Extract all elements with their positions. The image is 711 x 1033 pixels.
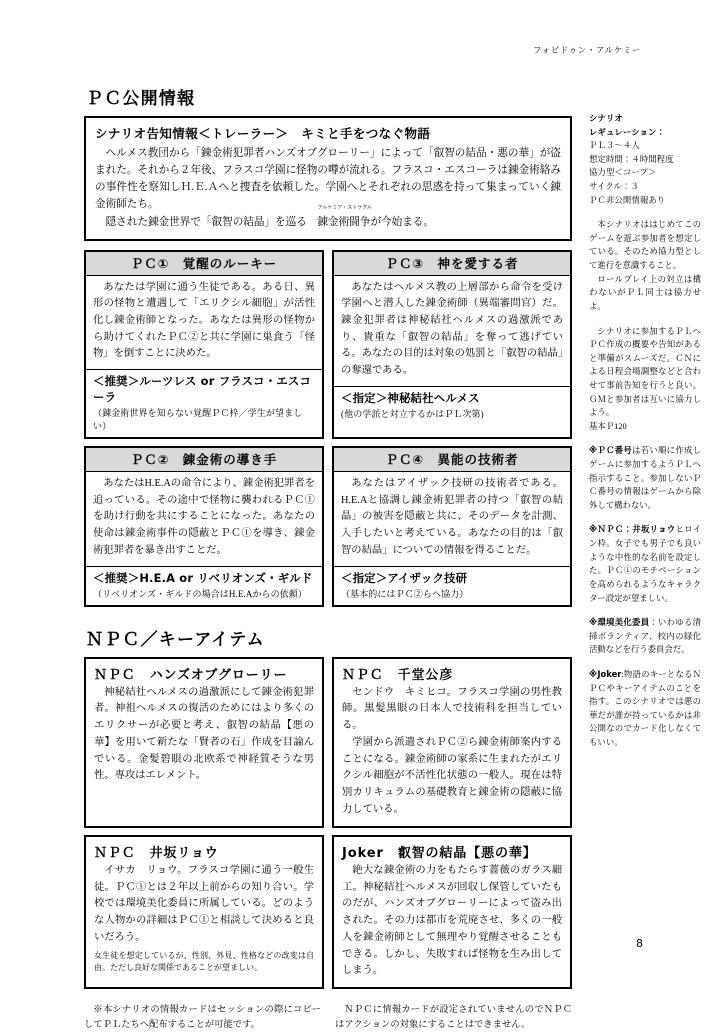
npc-card-paragraph: 絶大な錬金術の力をもたらす薔薇のガラス細工。神秘結社ヘルメスが回収し保管していたものだが、ハンズオブグローリーによって盗み出された。その力は都市を荒廃させ、多くの一般人を錬金術師として無理やり覚醒させることもできる。しかし、失敗すれば怪物を生み出してしまう。	[342, 864, 562, 977]
pc-card-footer	[86, 566, 322, 605]
footnote-left: ※本シナリオの情報カードはセッションの際にコピーしてＰＬたちへ配布することが可能です。	[84, 1005, 321, 1031]
trailer-p2-a: 隠された錬金世界で「叡智の結晶」を巡る	[105, 216, 307, 228]
npc-card-paragraph: センドウ キミヒコ。フラスコ学園の男性教師。黒髪黒眼の日本人で技術科を担当している。	[342, 686, 562, 732]
pc-card-header: ＰＣ② 錬金術の導き手	[86, 448, 322, 472]
sidebar-note-lead: ※環境美化委員	[589, 617, 650, 628]
sidebar-note-rest: は若い順に作成しゲームに参加するようＰＬへ指示すること。参加しないＰＣ番号の情報はゲームから除外して構わない。	[589, 446, 701, 510]
pc-card-recommendation-note: （錬金術世界を知らない覚醒ＰＣ枠／学生が望ましい）	[93, 408, 303, 432]
sidebar-regulation-line: ＰＬ３～４人	[589, 141, 640, 151]
pc-card-body: あなたは学園に通う生徒である。ある日、異形の怪物と遭遇して「エリクシル細胞」が活性化し錬金術師となった。あなたは異形の怪物から助けてくれたＰＣ②と共に学園に巣食う「怪物」を倒すことに決めた。	[93, 281, 315, 360]
sidebar-notes	[589, 112, 701, 761]
running-head: フォビドゥン・アルケミー	[532, 46, 641, 56]
sidebar-note-lead: ※Joker	[589, 668, 622, 679]
sidebar-regulation-line: 想定時間：４時間程度	[589, 154, 674, 164]
sidebar-note-paragraph: 本シナリオははじめてこのゲームを遊ぶ参加者を想定している。そのため協力型として進行を意識すること。	[589, 220, 701, 271]
npc-card-header: ＮＰＣ 千堂公彦	[342, 667, 454, 683]
sidebar-note-reference: 基本Ｐ120	[589, 421, 627, 431]
sidebar-regulation-line: 協力型＜コープ＞	[589, 168, 657, 178]
pc-card-2	[84, 446, 324, 606]
npc-cards-grid	[84, 657, 572, 990]
sidebar-note-paragraph: ロールプレイ上の対立は構わないがＰＬ同士は協力せよ。	[589, 274, 701, 311]
npc-card-paragraph: イサカ リョウ。フラスコ学園に通う一般生徒。ＰＣ①とは２年以上前からの知り合い。学校では環境美化委員に所属している。どのような人物かの詳細はＰＣ①と相談して決めると良いだろう。	[94, 864, 314, 943]
trailer-p2-b: が今始まる。	[370, 216, 434, 228]
pc-card-recommendation: ＜指定＞アイザック技研	[341, 570, 468, 585]
sidebar-note-lead: ※ＮＰＣ：井坂リョウ	[589, 524, 676, 535]
pc-card-body: あなたはヘルメス教の上層部から命令を受け学園へと潜入した錬金術師（異端審問官）だ。錬金犯罪者は神秘結社ヘルメスの過激派であり、貴重な「叡智の結晶」を奪って逃げている。あなたの目的は対象の処罰と「叡智の結晶」の奪還である。	[341, 281, 563, 377]
trailer-title: シナリオ告知情報＜トレーラー＞ キミと手をつなぐ物語	[95, 126, 431, 141]
pc-card-body: あなたはH.E.Aの命令により、錬金術犯罪者を追っている。その途中で怪物に襲われるＰＣ①を助け行動を共にすることになった。あなたの使命は錬金術事件の隠蔽とＰＣ①を導き、錬金術犯罪者を暴き出すことだ。	[93, 478, 315, 556]
npc-card-header: Joker 叡智の結晶【悪の華】	[342, 845, 537, 861]
sidebar-note-lead: ※ＰＣ番号	[589, 445, 633, 456]
pc-card-header: ＰＣ① 覚醒のルーキー	[86, 252, 322, 276]
ruby-base: 錬金術闘争	[317, 216, 371, 228]
sidebar-regulation-line: レギュレーション：	[589, 126, 665, 137]
pc-card-3	[332, 250, 572, 439]
page-title-pc-info: ＰＣ公開情報	[86, 89, 196, 109]
trailer-paragraph-1: ヘルメス教団から「錬金術犯罪者ハンズオブグローリー」によって「叡智の結品・悪の華」が盗まれた。それから２年後、フラスコ学園に怪物の噂が流れる。フラスコ・エスコーラは錬金術絡みの事件性を察知しＨ.Ｅ.Ａへと捜査を依頼した。学園へとそれぞれの思惑を持って集まっていく錬金術師たち。	[95, 148, 561, 211]
pc-card-1	[84, 250, 324, 439]
pc-card-header: ＰＣ④ 異能の技術者	[334, 448, 570, 472]
sidebar-note-paragraph	[589, 444, 701, 512]
npc-card-sendou-kimihiko	[332, 657, 572, 828]
sidebar-note-joker	[589, 668, 701, 750]
npc-card-paragraph: 神秘結社ヘルメスの過激派にして錬金術犯罪者。神祖ヘルメスの復活のためにはより多くのエリクサーが必要と考え、叡智の結晶【悪の華】を用いて新たな「賢者の石」作成を目論んでいる。金髪碧眼の北欧系で神経質そうな男性。専攻はエレメント。	[94, 686, 314, 782]
sidebar-regulation-line: シナリオ	[589, 113, 623, 123]
npc-card-note: 女生徒を想定しているが、性別、外見、性格などの改変は自由。ただし良好な関係であることが望ましい。	[94, 950, 314, 973]
pc-card-recommendation: ＜指定＞神秘結社ヘルメス	[341, 390, 480, 405]
sidebar-note-rest: ヒロイン枠。女子でも男子でも良いような中性的な名前を設定した。ＰＣ①のモチベーションを高められるようなキャラクター設定が望ましい。	[589, 525, 702, 603]
pc-card-recommendation-note: （リベリオンズ・ギルドの場合はH.E.Aからの依頼）	[93, 588, 307, 599]
footnotes	[84, 1003, 572, 1033]
sidebar-note-kankyou-bika	[589, 616, 701, 657]
pc-card-footer	[86, 369, 322, 437]
trailer-box	[84, 116, 572, 241]
sidebar-note-npc-isaka	[589, 523, 701, 605]
pc-card-recommendation-note: （基本的にはＰＣ②らへ協力）	[341, 588, 469, 599]
npc-card-paragraph: 学園から派遣されＰＣ②ら錬金術師案内することになる。錬金術師の家系に生まれたがエリクシル細胞が不活性化状態の一般人。現在は特別カリキュラムの基礎教育と錬金術の隠蔽に協力している。	[342, 736, 562, 815]
npc-card-isaka-ryou	[84, 835, 324, 989]
ruby-annotation	[307, 204, 372, 231]
pc-card-recommendation: ＜推奨＞ルーツレス or フラスコ・エスコーラ	[93, 374, 312, 405]
npc-card-joker-akunohana	[332, 835, 572, 989]
pc-card-recommendation-note: (他の学派と対立するかはＰＬ次第)	[341, 408, 484, 419]
pc-card-recommendation: ＜推奨＞H.E.A or リベリオンズ・ギルド	[93, 570, 313, 585]
main-content-column	[84, 84, 572, 1033]
footnote-right: ＮＰＣに情報カードが設定されていませんのでＮＰＣはアクションの対象にすることはできません。	[335, 1005, 572, 1031]
sidebar-note-pc-numbers	[589, 444, 701, 512]
sidebar-note-rest: :物語のキーとなるＮＰＣやキーアイテムのことを指す。このシナリオでは悪の華だが誰が持っているかは非公開なのでカード化しなくてもいい。	[589, 669, 702, 747]
page-number: 8	[636, 937, 643, 950]
sidebar-note-coop	[589, 218, 701, 313]
npc-card-hands-of-glory	[84, 657, 324, 828]
npc-card-header: ＮＰＣ 井坂リョウ	[94, 845, 219, 861]
ruby-text: アルケミア・ストラグル	[317, 204, 372, 211]
pc-card-header: ＰＣ③ 神を愛する者	[334, 252, 570, 276]
sidebar-note-rest: ：いわゆる清掃ボランティア、校内の緑化活動などを行う委員会だ。	[589, 618, 701, 655]
sidebar-regulation-line: ＰＣ非公開情報あり	[589, 195, 666, 205]
pc-card-4	[332, 446, 572, 606]
sidebar-note-paragraph	[589, 523, 701, 605]
pc-card-body: あなたはアイザック技研の技術者である。H.E.Aと協調し錬金術犯罪者の持つ「叡智の結晶」の被害を隠蔽と共に、そのデータを計測、入手したいと考えている。あなたの目的は「叡智の結晶」についての情報を得ることだ。	[341, 478, 563, 556]
sidebar-note-paragraph	[589, 616, 701, 657]
trailer-paragraph-2	[95, 204, 561, 231]
sidebar-regulation-block	[589, 112, 701, 207]
sidebar-note-paragraph	[589, 668, 701, 750]
sidebar-regulation-line: サイクル：３	[589, 182, 639, 192]
sidebar-note-announcement	[589, 325, 701, 434]
pc-card-footer	[334, 386, 570, 425]
sidebar-note-paragraph: シナリオに参加するＰＬへＰＣ作成の概要や告知があると準備がスムーズだ。ＣＮによる日程会場調整などと合わせて事前告知を行うと良い。ＧＭと参加者は互いに協力しよう。	[589, 326, 701, 418]
pc-cards-grid	[84, 250, 572, 607]
npc-card-header: ＮＰＣ ハンズオブグローリー	[94, 667, 288, 683]
pc-card-footer	[334, 566, 570, 605]
page-title-npc-keyitem: ＮＰＣ／キーアイテム	[86, 629, 265, 650]
